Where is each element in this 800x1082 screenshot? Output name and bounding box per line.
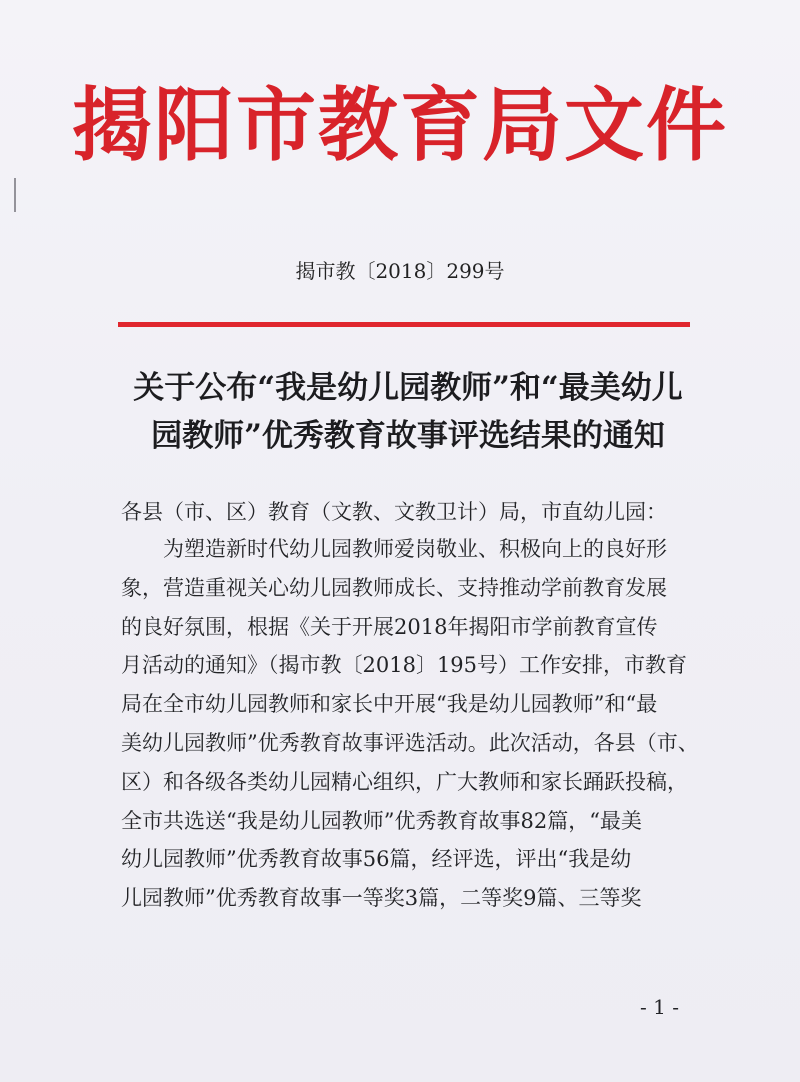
body-line: 的良好氛围，根据《关于开展2018年揭阳市学前教育宣传 [121,614,658,639]
body-line: 为塑造新时代幼儿园教师爱岗敬业、积极向上的良好形 [163,537,667,561]
page-number: - 1 - [640,995,679,1019]
body-text [121,530,721,918]
body-line: 儿园教师”优秀教育故事一等奖3篇，二等奖9篇、三等奖 [121,886,642,911]
body-line: 全市共选送“我是幼儿园教师”优秀教育故事82篇，“最美 [121,808,642,833]
body-line: 局在全市幼儿园教师和家长中开展“我是幼儿园教师”和“最 [121,692,658,717]
document-number: 揭市教〔2018〕299号 [295,259,505,283]
red-separator-line [118,322,690,327]
salutation: 各县（市、区）教育（文教、文教卫计）局，市直幼儿园： [121,500,667,524]
body-line: 美幼儿园教师”优秀教育故事评选活动。此次活动，各县（市、 [121,730,699,755]
scan-edge-mark [14,178,16,212]
document-title [98,364,718,460]
body-line: 幼儿园教师”优秀教育故事56篇，经评选，评出“我是幼 [121,847,632,872]
body-line: 月活动的通知》（揭市教〔2018〕195号）工作安排，市教育 [121,653,688,678]
title-line: 关于公布“我是幼儿园教师”和“最美幼儿 [133,370,683,406]
title-line: 园教师”优秀教育故事评选结果的通知 [151,418,665,454]
body-line: 区）和各级各类幼儿园精心组织，广大教师和家长踊跃投稿， [121,769,688,794]
document-masthead: 揭阳市教育局文件 [72,78,728,172]
body-line: 象，营造重视关心幼儿园教师成长、支持推动学前教育发展 [121,575,667,600]
